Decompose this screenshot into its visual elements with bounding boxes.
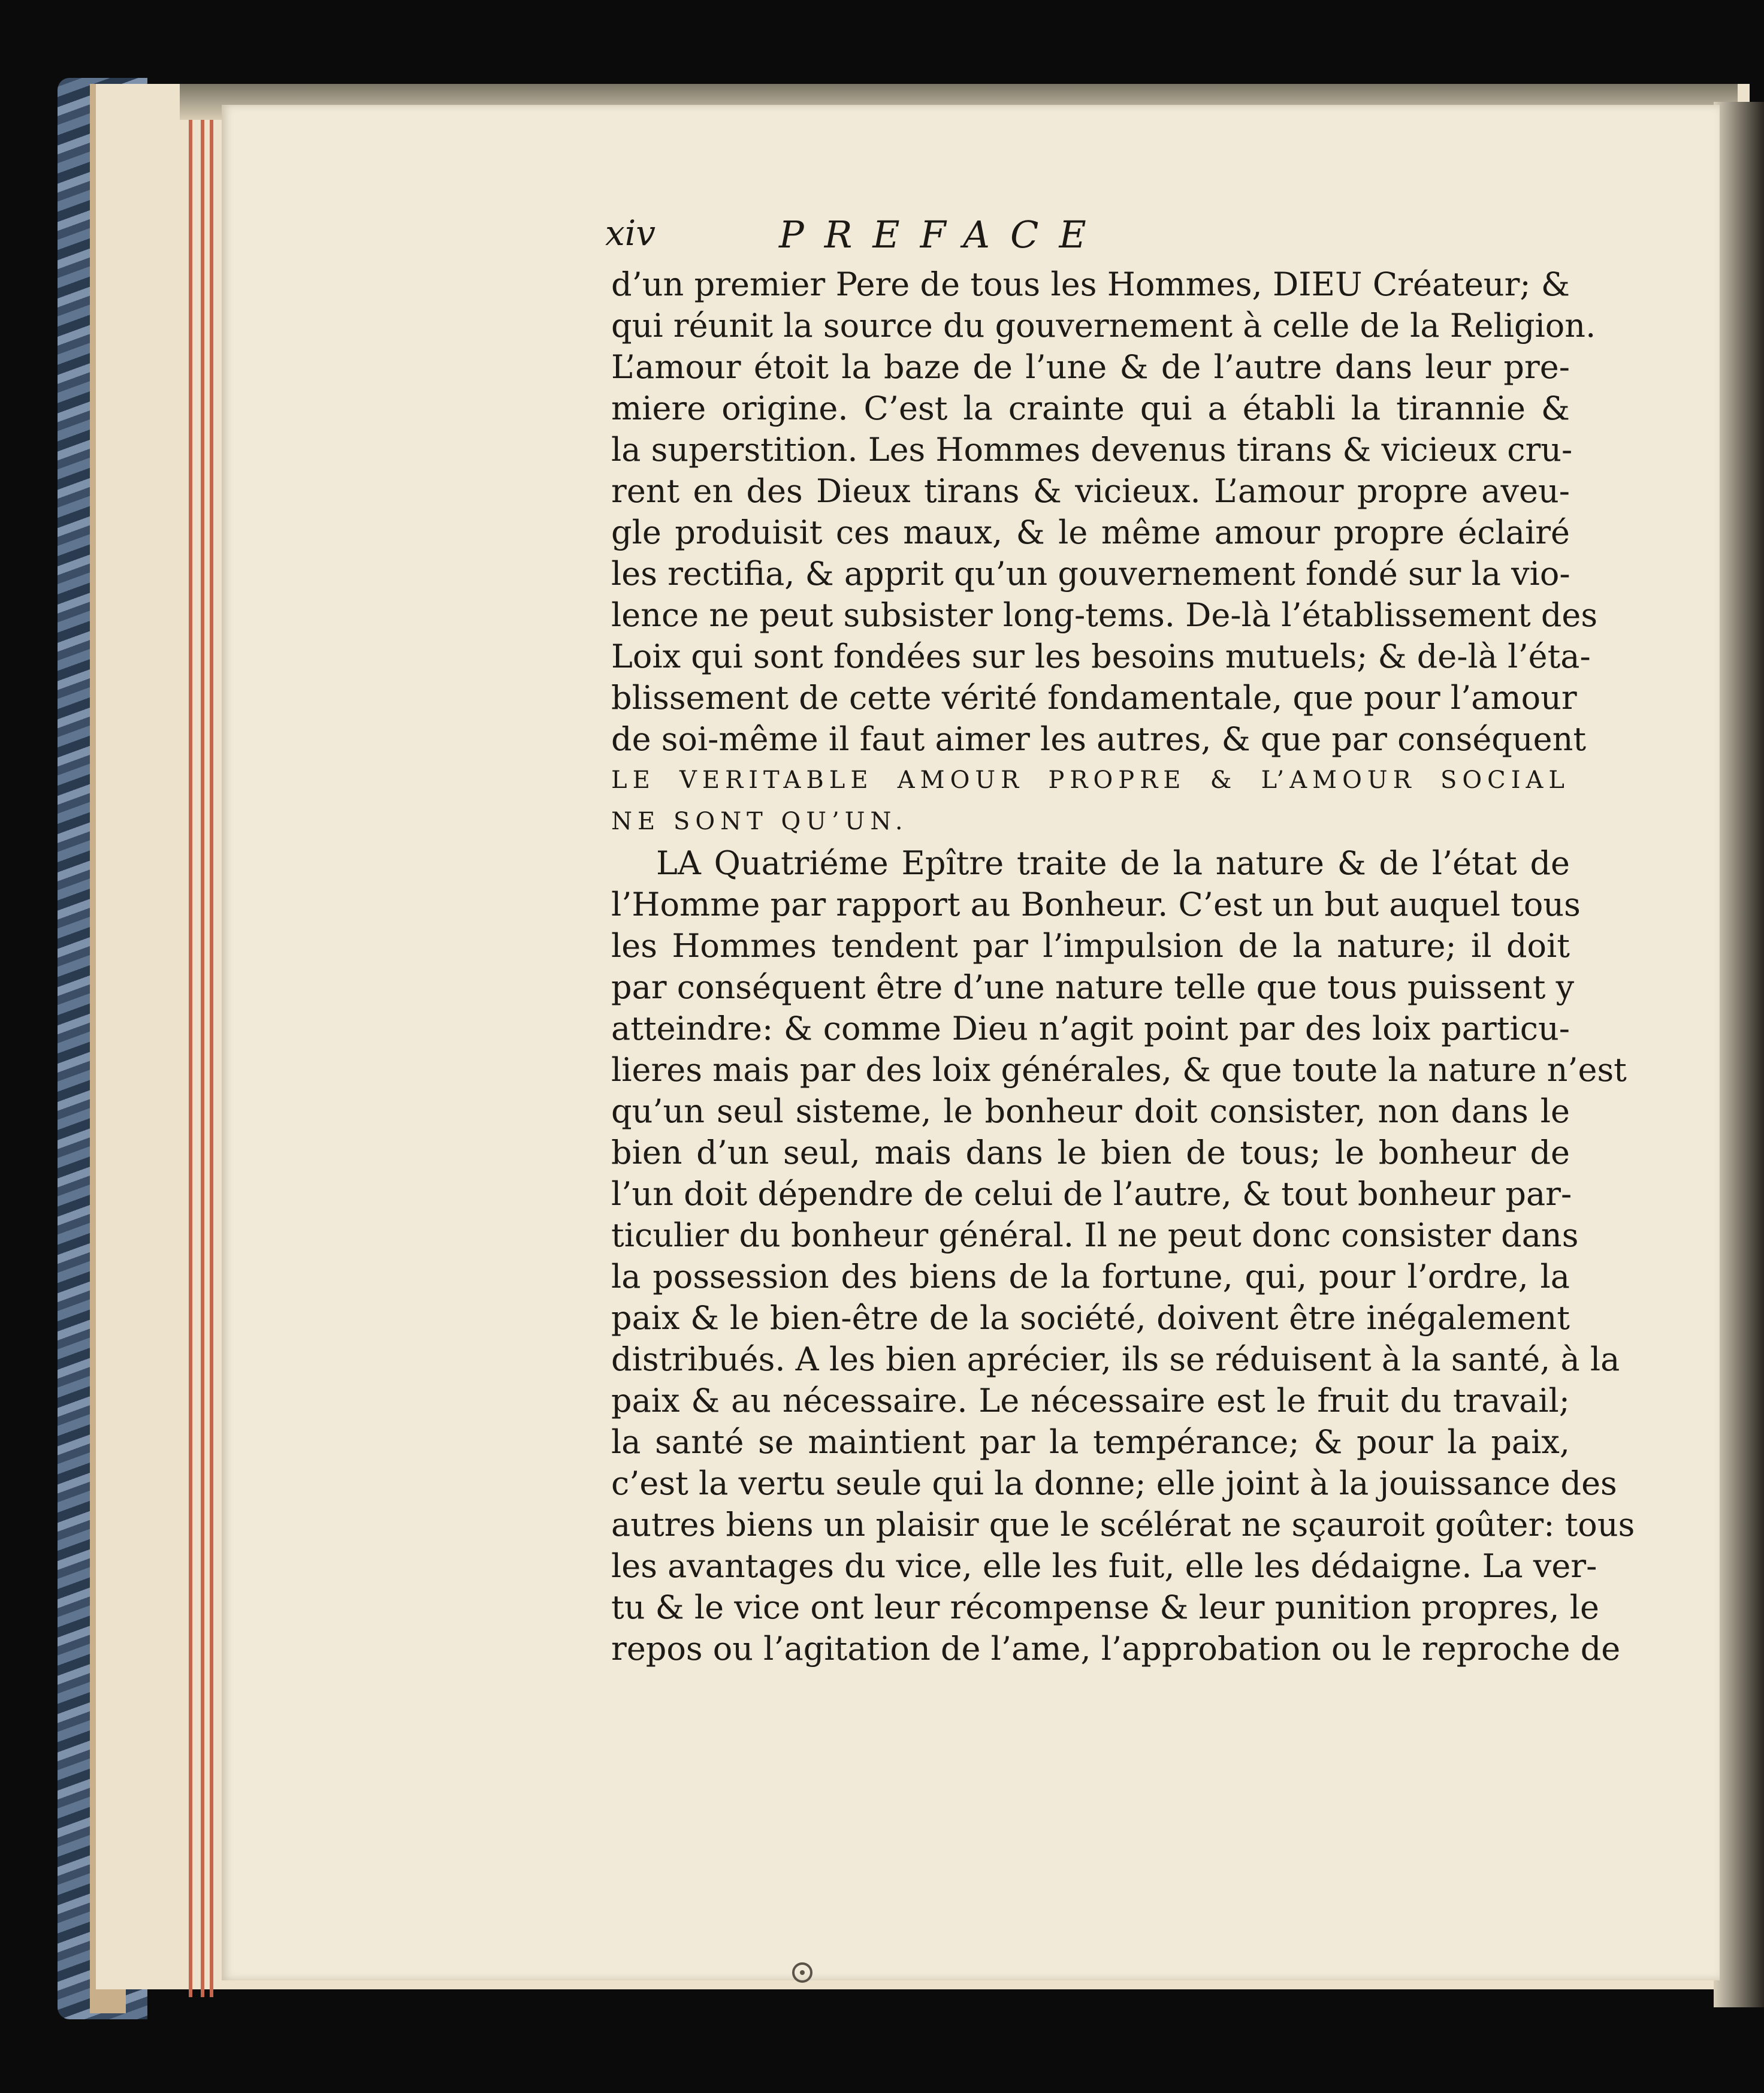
text-line: rent en des Dieux tirans & vicieux. L’amour propre aveu- — [611, 472, 1570, 510]
red-edge-stripe — [201, 90, 204, 1997]
body-text — [611, 264, 1635, 1669]
text-line: paix & au nécessaire. Le nécessaire est le fruit du travail; — [611, 1382, 1570, 1420]
text-line: Loix qui sont fondées sur les besoins mutuels; & de-là l’éta- — [611, 638, 1591, 675]
red-edge-stripe — [189, 90, 192, 1997]
text-line: tu & le vice ont leur récompense & leur punition propres, le — [611, 1588, 1599, 1626]
text-line: les rectifia, & apprit qu’un gouvernement fondé sur la vio- — [611, 555, 1570, 593]
text-line-smallcaps: LE VERITABLE AMOUR PROPRE & L’AMOUR SOCIAL — [611, 766, 1570, 794]
page-ornament-icon — [792, 1962, 812, 1983]
text-line: la superstition. Les Hommes devenus tirans & vicieux cru- — [611, 431, 1573, 469]
text-line: la possession des biens de la fortune, qui, pour l’ordre, la — [611, 1258, 1570, 1295]
text-line: autres biens un plaisir que le scélérat ne sçauroit goûter: tous — [611, 1506, 1635, 1544]
right-page-edge — [1714, 102, 1764, 2007]
text-line: miere origine. C’est la crainte qui a établi la tirannie & — [611, 389, 1570, 427]
text-line: l’un doit dépendre de celui de l’autre, & tout bonheur par- — [611, 1175, 1572, 1213]
text-line: ticulier du bonheur général. Il ne peut donc consister dans — [611, 1216, 1579, 1254]
text-line: par conséquent être d’une nature telle que tous puissent y — [611, 968, 1575, 1006]
text-line: L’amour étoit la baze de l’une & de l’autre dans leur pre- — [611, 348, 1570, 386]
text-line: gle produisit ces maux, & le même amour propre éclairé — [611, 514, 1570, 551]
text-line: l’Homme par rapport au Bonheur. C’est un but auquel tous — [611, 886, 1581, 923]
red-edge-stripe — [210, 90, 213, 1997]
text-line: d’un premier Pere de tous les Hommes, DIEU Créateur; & — [611, 265, 1570, 303]
text-line: distribués. A les bien aprécier, ils se réduisent à la santé, à la — [611, 1340, 1620, 1378]
text-line: blissement de cette vérité fondamentale, que pour l’amour — [611, 679, 1577, 717]
text-line: bien d’un seul, mais dans le bien de tous; le bonheur de — [611, 1134, 1570, 1171]
paragraph-start-line: LA Quatriéme Epître traite de la nature & de l’état de — [656, 844, 1570, 882]
page-number: xiv — [605, 213, 656, 253]
text-line: lence ne peut subsister long-tems. De-là l’établissement des — [611, 596, 1598, 634]
running-title: PREFACE — [779, 213, 1107, 256]
text-line: de soi-même il faut aimer les autres, & que par conséquent — [611, 720, 1587, 758]
text-line: qui réunit la source du gouvernement à celle de la Religion. — [611, 307, 1596, 345]
text-line: les avantages du vice, elle les fuit, elle les dédaigne. La ver- — [611, 1547, 1597, 1585]
text-line: paix & le bien-être de la société, doivent être inégalement — [611, 1299, 1570, 1337]
text-line-smallcaps: NE SONT QU’UN. — [611, 808, 908, 835]
text-line: c’est la vertu seule qui la donne; elle joint à la jouissance des — [611, 1464, 1617, 1502]
text-line: la santé se maintient par la tempérance; & pour la paix, — [611, 1423, 1570, 1461]
text-line: repos ou l’agitation de l’ame, l’approbation ou le reproche de — [611, 1630, 1621, 1668]
running-header — [605, 213, 1570, 261]
text-line: atteindre: & comme Dieu n’agit point par des loix particu- — [611, 1010, 1570, 1047]
text-line: qu’un seul sisteme, le bonheur doit consister, non dans le — [611, 1092, 1570, 1130]
text-line: les Hommes tendent par l’impulsion de la nature; il doit — [611, 927, 1570, 965]
text-line: lieres mais par des loix générales, & que toute la nature n’est — [611, 1051, 1627, 1089]
